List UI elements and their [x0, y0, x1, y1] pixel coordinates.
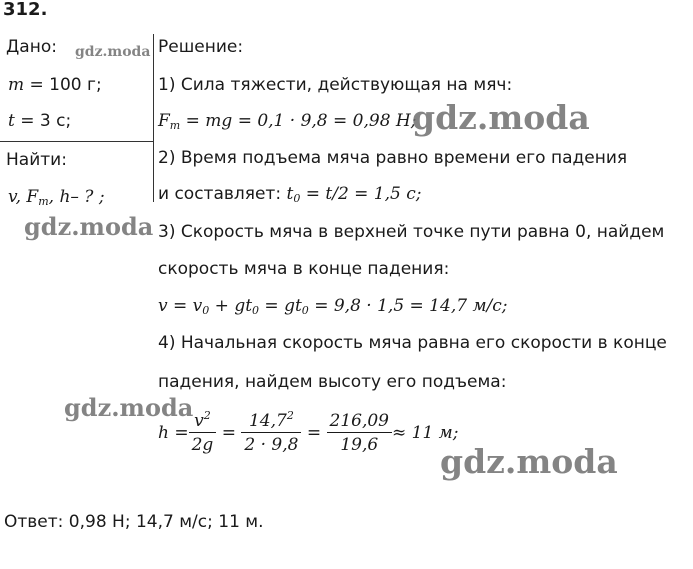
step1-formula: $F_т$ = mg = 0,1 · 9,8 = 0,98 Н; [158, 111, 417, 132]
watermark: gdz.moda [24, 212, 154, 241]
step4-formula: h = $\frac{v^2}{2g}$ = $\frac{14,7^2}{2 \cdot 9,8}$ = $\frac{216,09}{19,6}$ ≈ 11 м; [158, 409, 459, 455]
step4-line2: падения, найдем высоту его подъема: [158, 372, 507, 392]
divider-horizontal [0, 141, 153, 142]
step3-line1: 3) Скорость мяча в верхней точке пути равна 0, найдем [158, 222, 665, 242]
watermark: gdz.moda [64, 393, 194, 422]
step2-line2: и составляет: $t_0 = t/2 = 1,5$ с; [158, 184, 422, 205]
watermark: gdz.moda [412, 98, 590, 137]
find-expression: v, $F_т$, h– ? ; [8, 187, 105, 208]
step3-line2: скорость мяча в конце падения: [158, 259, 450, 279]
step4-line1: 4) Начальная скорость мяча равна его скорости в конце [158, 333, 667, 353]
fraction-v-squared: $\frac{v^2}{2g}$ [189, 411, 217, 455]
watermark: gdz.moda [75, 44, 151, 60]
given-time: t = 3 с; [8, 111, 72, 131]
divider-vertical [153, 34, 154, 202]
step2-line1: 2) Время подъема мяча равно времени его падения [158, 148, 628, 168]
step3-formula: $v = v_0 + gt_0 = gt_0 = 9,8 \cdot 1,5 = 14,7$ м/с; [158, 296, 508, 317]
find-header: Найти: [6, 150, 67, 170]
given-mass: m = 100 г; [8, 75, 102, 95]
answer: Ответ: 0,98 Н; 14,7 м/с; 11 м. [4, 512, 264, 532]
watermark: gdz.moda [440, 442, 618, 481]
problem-number: 312. [3, 0, 48, 20]
solution-header: Решение: [158, 37, 244, 57]
fraction-result: $\frac{216,09}{19,6}$ [327, 411, 392, 455]
step1-text: 1) Сила тяжести, действующая на мяч: [158, 75, 513, 95]
fraction-numeric: $\frac{14,7^2}{2 \cdot 9,8}$ [241, 411, 301, 455]
given-header: Дано: [6, 37, 57, 57]
